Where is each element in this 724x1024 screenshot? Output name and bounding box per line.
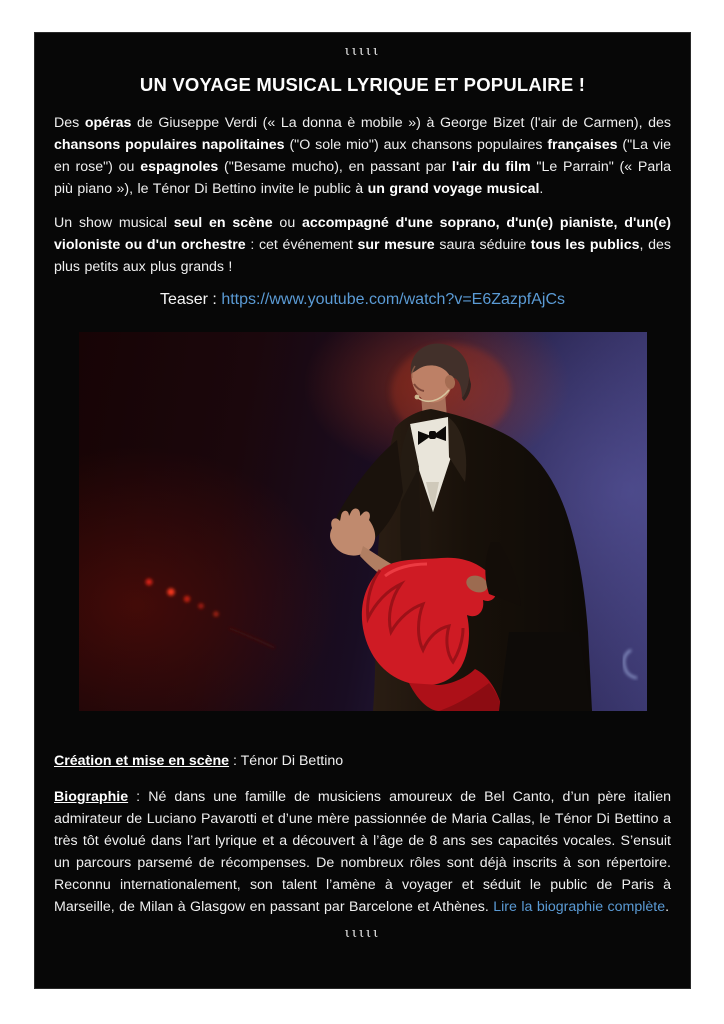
text-run: .: [539, 181, 544, 197]
text-run: ("La vie en rose") ou: [54, 137, 671, 175]
bottom-ornament-marks: ιιιιι: [344, 926, 381, 941]
page-title: UN VOYAGE MUSICAL LYRIQUE ET POPULAIRE !: [139, 74, 586, 95]
text-run: saura séduire: [434, 237, 531, 253]
text-run: Biographie: [54, 789, 129, 805]
teaser-line: [54, 291, 671, 309]
text-run: , des plus petits aux plus grands !: [54, 237, 671, 275]
text-run: "Le Parrain" (« Parla più piano »), le Ténor Di Bettino invite le public à: [54, 159, 672, 197]
text-run: ou: [272, 215, 303, 231]
text-run: : Ténor Di Bettino: [229, 753, 344, 769]
text-run: chansons populaires napolitaines: [54, 137, 285, 153]
teaser-label: Teaser :: [159, 291, 222, 308]
text-run: .: [665, 899, 670, 915]
bio-paragraph: [54, 786, 671, 918]
performer-photo: [79, 332, 647, 711]
stage-lights: [145, 579, 274, 648]
text-run: seul en scène: [173, 215, 273, 231]
text-run: accompagné d'une soprano, d'un(e) pianiste, d'un(e) violoniste ou d'un orchestre: [54, 215, 671, 253]
text-run: Des: [54, 115, 85, 131]
flyer-page: [35, 33, 690, 988]
text-run: de Giuseppe Verdi (« La donna è mobile ») à George Bizet (l'air de Carmen), des: [131, 115, 672, 131]
performer-figure: [79, 332, 647, 711]
text-run: espagnoles: [140, 159, 219, 175]
text-run: tous les publics: [530, 237, 640, 253]
text-run: : cet événement: [245, 237, 358, 253]
text-run: Création et mise en scène: [54, 753, 230, 769]
show-paragraph: [54, 212, 671, 278]
text-run: Un show musical: [54, 215, 174, 231]
top-ornament-marks: ιιιιι: [344, 44, 381, 59]
text-run: opéras: [84, 115, 132, 131]
text-run: un grand voyage musical: [367, 181, 540, 197]
text-run: ("Besame mucho), en passant par: [218, 159, 452, 175]
text-run: françaises: [547, 137, 618, 153]
bio-link[interactable]: Lire la biographie complète: [493, 899, 666, 915]
credit-line: [54, 753, 671, 769]
text-run: ("O sole mio") aux chansons populaires: [284, 137, 548, 153]
text-run: sur mesure: [357, 237, 435, 253]
intro-paragraph: [54, 112, 671, 200]
text-run: l'air du film: [451, 159, 531, 175]
text-run: : Né dans une famille de musiciens amoureux de Bel Canto, d’un père italien admirateur de Luciano Pavarotti et d’une mère passionnée de Maria Callas, le Ténor Di Bettino a très tôt évolué dans l’art lyrique et a découvert à l’âge de 8 ans ses capacités vocales. S’ensuit un parcours parsemé de récompenses. De nombreux rôles sont déjà inscrits à son répertoire. Reconnu internationalement, son talent l’amène à voyager et séduit le public de Paris à Marseille, de Milan à Glasgow en passant par Barcelone et Athènes.: [54, 789, 671, 915]
stage-light-right: [623, 650, 636, 678]
teaser-link[interactable]: https://www.youtube.com/watch?v=E6ZazpfAjCs: [221, 291, 566, 308]
